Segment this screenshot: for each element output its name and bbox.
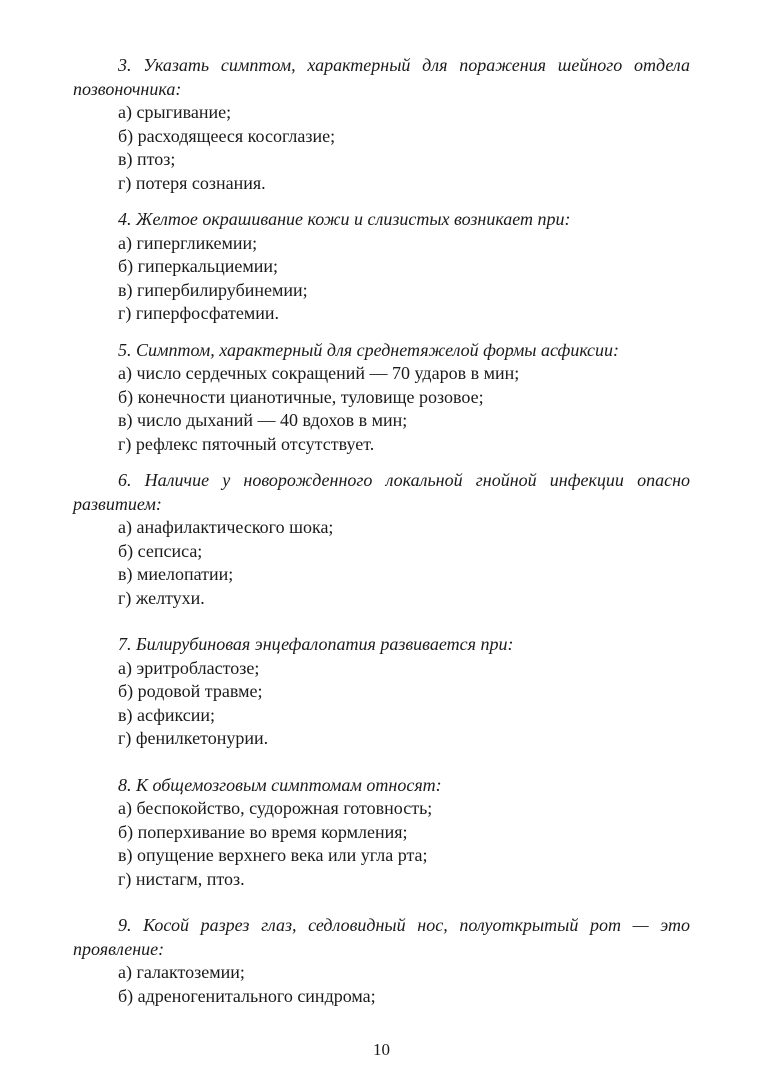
answer-options	[73, 797, 690, 891]
answer-option: б) конечности цианотичные, туловище розовое;	[118, 386, 484, 407]
answer-option: г) гиперфосфатемии.	[118, 303, 280, 323]
answer-option: а) анафилактического шока;	[118, 517, 334, 537]
answer-option: а) беспокойство, судорожная готовность;	[118, 798, 433, 818]
answer-option: г) фенилкетонурии.	[118, 728, 269, 748]
page-content	[73, 54, 690, 1008]
answer-option: г) потеря сознания.	[118, 172, 266, 193]
answer-option: в) число дыханий — 40 вдохов в мин;	[118, 410, 408, 430]
question-5	[73, 339, 690, 457]
answer-option: в) птоз;	[118, 149, 176, 169]
answer-option: б) родовой травме;	[118, 681, 263, 701]
question-6	[73, 469, 690, 610]
question-7	[73, 633, 690, 751]
answer-option: г) нистагм, птоз.	[118, 868, 245, 889]
answer-option: б) расходящееся косоглазие;	[118, 125, 336, 146]
answer-option: б) поперхивание во время кормления;	[118, 821, 408, 842]
answer-option: г) рефлекс пяточный отсутствует.	[118, 433, 375, 454]
page-number: 10	[373, 1040, 390, 1059]
answer-option: б) сепсиса;	[118, 540, 203, 561]
question-9	[73, 914, 690, 1008]
answer-option: б) адреногенитального синдрома;	[118, 985, 376, 1006]
question-4	[73, 208, 690, 326]
answer-options	[73, 657, 690, 751]
answer-options	[73, 362, 690, 456]
question-8	[73, 774, 690, 892]
answer-option: б) гиперкальциемии;	[118, 256, 279, 276]
answer-options	[73, 232, 690, 326]
answer-option: г) желтухи.	[118, 587, 205, 608]
question-3	[73, 54, 690, 195]
question-text: 8. К общемозговым симптомам относят:	[118, 774, 442, 795]
question-text: 4. Желтое окрашивание кожи и слизистых возникает при:	[118, 209, 571, 229]
answer-option: в) гипербилирубинемии;	[118, 279, 308, 300]
question-text: 7. Билирубиновая энцефалопатия развивается при:	[118, 634, 514, 654]
answer-options	[73, 101, 690, 195]
answer-option: в) миелопатии;	[118, 564, 234, 584]
question-text: 3. Указать симптом, характерный для поражения шейного отдела позвоночника:	[73, 55, 690, 99]
answer-options	[73, 516, 690, 610]
answer-option: а) гипергликемии;	[118, 232, 258, 253]
answer-option: а) срыгивание;	[118, 102, 232, 122]
answer-option: в) асфиксии;	[118, 704, 216, 725]
question-text: 6. Наличие у новорожденного локальной гнойной инфекции опасно развитием:	[73, 470, 690, 514]
answer-option: а) галактоземии;	[118, 962, 245, 982]
answer-option: в) опущение верхнего века или угла рта;	[118, 845, 428, 865]
answer-option: а) число сердечных сокращений — 70 ударов в мин;	[118, 363, 520, 383]
question-text: 9. Косой разрез глаз, седловидный нос, полуоткрытый рот — это проявление:	[73, 915, 690, 959]
question-text: 5. Симптом, характерный для среднетяжелой формы асфиксии:	[118, 339, 620, 360]
answer-options	[73, 961, 690, 1008]
answer-option: а) эритробластозе;	[118, 657, 260, 678]
